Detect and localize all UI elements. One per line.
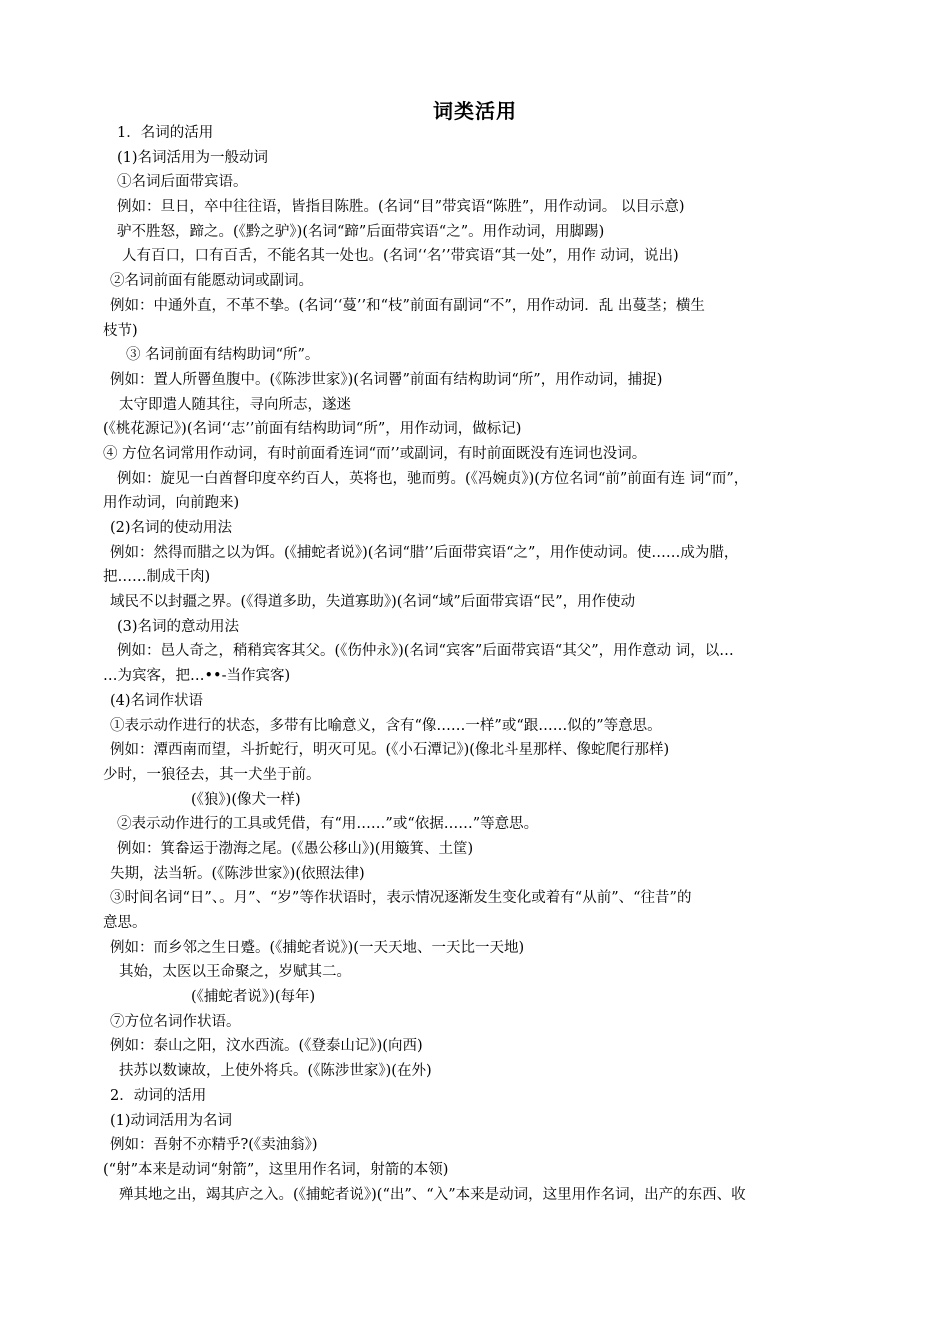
- text-line: (《桃花源记》)(名词‘‘志’’前面有结构助词“所”，用作动词，做标记): [103, 421, 522, 438]
- text-line: ①名词后面带宾语。: [117, 174, 248, 191]
- text-line: (《捕蛇者说》)(每年): [191, 989, 316, 1006]
- text-line: 例如：邑人奇之，稍稍宾客其父。(《伤仲永》)(名词“宾客”后面带宾语“其父”，用作意动 词，以…: [117, 643, 734, 660]
- text-line: 例如：吾射不亦精乎?(《卖油翁》): [110, 1137, 318, 1154]
- text-line: 失期，法当斩。(《陈涉世家》)(依照法律): [110, 865, 365, 882]
- text-line: (《狼》)(像犬一样): [191, 791, 301, 808]
- text-line: 例如：旋见一白酋督印度卒约百人，英将也，驰而剪。(《冯婉贞》)(方位名词“前”前面有连 词“而”，: [117, 470, 749, 487]
- text-line: (4)名词作状语: [110, 692, 204, 709]
- text-line: ⑦方位名词作状语。: [110, 1013, 241, 1030]
- text-line: ④ 方位名词常用作动词，有时前面肴连词“而’’或副词，有时前面既没有连词也没词。: [103, 445, 647, 462]
- text-line: ③时间名词“日”、。月”、“岁”等作状语时，表示情况逐渐发生变化或着有“从前”、“往昔”的: [110, 890, 692, 907]
- text-line: 殚其地之出，竭其庐之入。(《捕蛇者说》)(“出”、“入”本来是动词，这里用作名词，出产的东西、收: [119, 1186, 746, 1203]
- text-line: 驴不胜怒，蹄之。(《黔之驴》)(名词“蹄”后面带宾语“之”。用作动词，用脚踢): [117, 223, 605, 240]
- text-line: 例如：旦日，卒中往往语，皆指目陈胜。(名词“目”带宾语“陈胜”，用作动词。 以目示意): [117, 199, 685, 216]
- text-line: ②表示动作进行的工具或凭借，有“用……”或“依据……”等意思。: [117, 816, 539, 833]
- text-line: 人有百口，口有百舌，不能名其一处也。(名词‘‘名’’带宾语“其一处”，用作 动词，说出): [122, 248, 679, 265]
- text-line: ②名词前面有能愿动词或副词。: [110, 273, 313, 290]
- text-line: 例如：然得而腊之以为饵。(《捕蛇者说》)(名词“腊’’后面带宾语“之”，用作使动词。使……成为腊，: [110, 544, 739, 561]
- text-line: 例如：潭西南而望，斗折蛇行，明灭可见。(《小石潭记》)(像北斗星那样、像蛇爬行那样): [110, 742, 670, 759]
- text-line: 2．动词的活用: [110, 1087, 207, 1104]
- text-line: 太守即遣人随其往，寻向所志，遂迷: [119, 396, 351, 413]
- text-line: ③ 名词前面有结构助词“所”。: [126, 347, 320, 364]
- text-line: 其始，太医以王命聚之，岁赋其二。: [119, 964, 351, 981]
- text-line: 把……制成干肉): [103, 569, 211, 586]
- document-body: [0, 121, 950, 1207]
- text-line: ①表示动作进行的状态，多带有比喻意义，含有“像……一样”或“跟……似的”等意思。: [110, 717, 662, 734]
- text-line: (2)名词的使动用法: [110, 520, 233, 536]
- text-line: 例如：泰山之阳，汶水西流。(《登泰山记》)(向西): [110, 1038, 423, 1055]
- text-line: 意思。: [103, 915, 147, 931]
- text-line: (1)名词活用为一般动词: [117, 149, 269, 166]
- text-line: (3)名词的意动用法: [117, 618, 240, 635]
- text-line: 少时，一狼径去，其一犬坐于前。: [103, 766, 321, 783]
- text-line: 例如：中通外直，不革不挚。(名词‘‘蔓’’和“枝”前面有副词“不”，用作动词．乱 出蔓茎；横生: [110, 297, 705, 314]
- text-line: 例如：箕畚运于渤海之尾。(《愚公移山》)(用簸箕、土筐): [117, 840, 474, 857]
- text-line: (1)动词活用为名词: [110, 1112, 233, 1129]
- text-line: 枝节): [103, 322, 138, 339]
- text-line: 域民不以封疆之界。(《得道多助，失道寡助》)(名词“域”后面带宾语“民”，用作使动: [110, 594, 636, 611]
- text-line: 例如：置人所罾鱼腹中。(《陈涉世家》)(名词罾”前面有结构助词“所”，用作动词，捕捉): [110, 371, 663, 388]
- text-line: …为宾客，把…••-当作宾客): [103, 668, 291, 685]
- text-line: 扶苏以数谏故，上使外将兵。(《陈涉世家》)(在外): [119, 1063, 432, 1080]
- text-line: 例如：而乡邻之生日蹙。(《捕蛇者说》)(一天天地、一天比一天地): [110, 939, 525, 956]
- text-line: 1．名词的活用: [117, 125, 214, 141]
- document-title: 词类活用: [433, 99, 517, 123]
- text-line: (“射”本来是动词“射箭”，这里用作名词，射箭的本领): [103, 1161, 449, 1178]
- text-line: 用作动词，向前跑来): [103, 495, 240, 512]
